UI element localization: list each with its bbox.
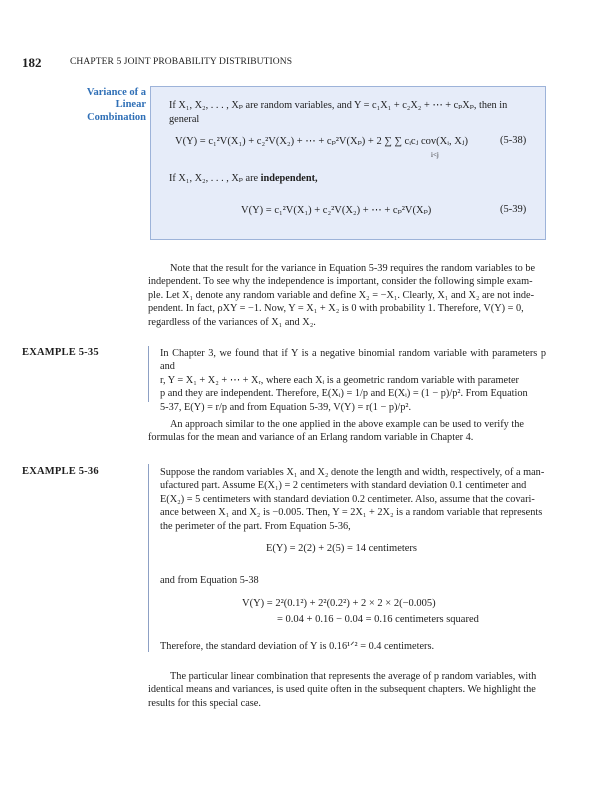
equation-variance-line2: = 0.04 + 0.16 − 0.04 = 0.16 centimeters squared [277,614,479,625]
example-line: r, Y = X₁ + X₂ + ⋯ + Xᵣ, where each Xᵢ is a geometric random variable with parameter [160,374,519,386]
margin-note-line: Combination [87,111,146,123]
definition-intro-line: general [169,113,200,125]
example-divider [148,464,149,652]
paragraph-line: regardless of the variances of X₁ and X₂. [148,316,316,328]
margin-note-line: Linear [115,99,146,111]
equation-mean-perimeter: E(Y) = 2(2) + 2(5) = 14 centimeters [266,543,418,554]
average-combination-paragraph [148,670,546,710]
example-line: Suppose the random variables X₁ and X₂ denote the length and width, respectively, of a man- [160,467,545,478]
definition-intro [169,99,539,127]
example-5-35-body [160,347,546,414]
independent-line [169,172,318,186]
paragraph-line: An approach similar to the one applied in the above example can be used to verify the [170,419,524,430]
paragraph-line: pendent. In fact, ρXY = −1. Now, Y = X₁ + X₂ is 0 with probability 1. Therefore, V(Y) = 0, [148,303,524,315]
independent-emphasis: independent, [260,173,318,184]
independence-note-paragraph [148,262,546,329]
paragraph-line: identical means and variances, is used quite often in the subsequent chapters. We highlight the [148,684,536,696]
paragraph-line: ple. Let X₁ denote any random variable and define X₂ = −X₁. Clearly, X₁ and X₂ are not inde- [148,289,535,301]
example-line: the perimeter of the part. From Equation 5-36, [160,520,351,532]
equation-5-38: V(Y) = c₁²V(X₁) + c₂²V(X₂) + ⋯ + cₚ²V(Xₚ) + 2 ∑ ∑ cᵢcⱼ cov(Xᵢ, Xⱼ) [175,136,469,147]
equation-5-39: V(Y) = c₁²V(X₁) + c₂²V(X₂) + ⋯ + cₚ²V(Xₚ) [241,205,432,216]
equation-5-38-subscript: i<j [431,151,439,159]
example-line: ance between X₁ and X₂ is −0.005. Then, Y = 2X₁ + 2X₂ is a random variable that represents [160,507,543,519]
definition-intro-line: If X₁, X₂, . . . , Xₚ are random variables, and Y = c₁X₁ + c₂X₂ + ⋯ + cₚXₚ, then in [169,100,508,111]
example-line: ufactured part. Assume E(X₁) = 2 centimeters with standard deviation 0.1 centimeter and [160,480,527,492]
equation-number-5-39: (5-39) [500,204,527,215]
margin-note-line: Variance of a [86,87,146,98]
example-divider [148,346,149,402]
example-line: E(X₂) = 5 centimeters with standard deviation 0.2 centimeter. Also, assume that the covari- [160,493,535,505]
page-number: 182 [22,55,42,70]
paragraph-line: results for this special case. [148,697,261,709]
example-5-35-label: EXAMPLE 5-35 [22,347,99,358]
example-line: In Chapter 3, we found that if Y is a negative binomial random variable with parameters p and [160,348,546,373]
paragraph-line: Note that the result for the variance in Equation 5-39 requires the random variables to be [170,263,536,274]
paragraph-line: independent. To see why the independence is important, consider the following simple exam- [148,276,533,288]
paragraph-line: formulas for the mean and variance of an Erlang random variable in Chapter 4. [148,432,474,444]
and-from-equation: and from Equation 5-38 [160,575,259,586]
example-5-36-label: EXAMPLE 5-36 [22,466,99,477]
example-5-36-body [160,466,546,533]
example-line: 5-37, E(Y) = r/p and from Equation 5-39, V(Y) = r(1 − p)/p². [160,401,412,413]
erlang-paragraph [148,418,546,445]
margin-note [80,87,146,124]
example-line: p and they are independent. Therefore, E(Xᵢ) = 1/p and E(Xᵢ) = (1 − p)/p². From Equation [160,388,528,400]
independent-line-prefix: If X₁, X₂, . . . , Xₚ are [169,173,259,184]
paragraph-line: The particular linear combination that represents the average of p random variables, with [170,671,537,682]
standard-deviation-conclusion: Therefore, the standard deviation of Y is 0.16¹ᐟ² = 0.4 centimeters. [160,641,435,652]
definition-box [150,86,546,240]
running-head: CHAPTER 5 JOINT PROBABILITY DISTRIBUTIONS [70,57,293,67]
equation-variance-line1: V(Y) = 2²(0.1²) + 2²(0.2²) + 2 × 2 × 2(−0.005) [242,598,436,609]
equation-number-5-38: (5-38) [500,135,527,146]
